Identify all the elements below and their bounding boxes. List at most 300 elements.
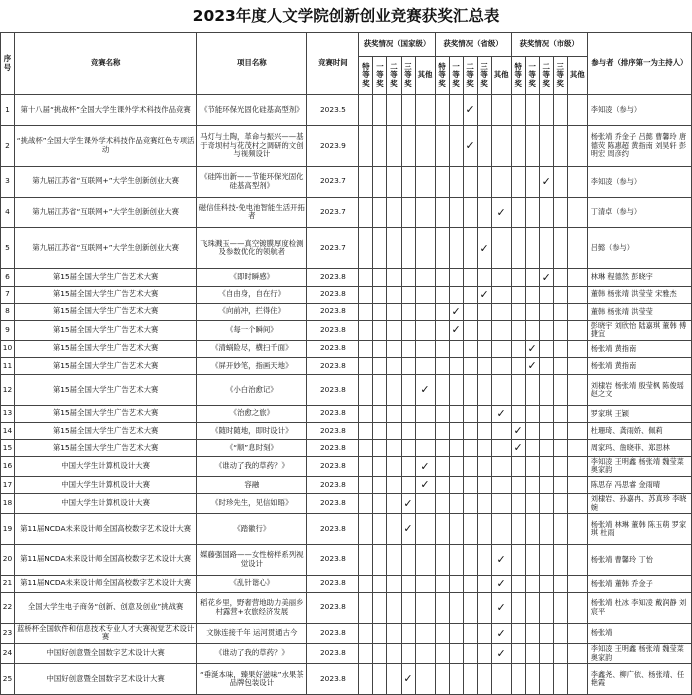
award-level-cell	[373, 592, 387, 623]
contest-time: 2023.8	[307, 476, 359, 493]
award-level-cell	[525, 228, 539, 269]
row-number: 9	[1, 320, 15, 340]
contest-time: 2023.8	[307, 644, 359, 664]
award-level-cell	[525, 166, 539, 197]
contest-name: 第15届全国大学生广告艺术大赛	[15, 439, 197, 456]
contest-time: 2023.7	[307, 197, 359, 228]
award-level-cell	[449, 405, 463, 422]
project-name: 《自由身，自在行》	[197, 286, 307, 303]
table-row	[1, 456, 692, 476]
table-row	[1, 514, 692, 545]
award-level-cell	[463, 303, 477, 320]
award-level-cell	[435, 575, 449, 592]
award-level-cell	[435, 269, 449, 286]
award-level-cell	[511, 166, 525, 197]
project-name: 媒藤强国路——女性榜样系列视觉设计	[197, 544, 307, 575]
award-level-cell	[401, 664, 415, 695]
award-level-cell	[477, 357, 491, 374]
award-level-cell	[435, 340, 449, 357]
award-level-cell	[525, 494, 539, 514]
project-name: 《硅阵出新——节能环保光固化硅基高型剂》	[197, 166, 307, 197]
award-level-cell	[387, 357, 401, 374]
award-level-cell	[525, 125, 539, 166]
header-no: 序号	[1, 33, 15, 95]
check-mark-icon: ✓	[496, 406, 506, 420]
award-level-cell	[553, 592, 567, 623]
award-level-cell	[449, 494, 463, 514]
header-city-level: 一等奖	[525, 57, 539, 95]
header-contest: 竞赛名称	[15, 33, 197, 95]
award-level-cell	[463, 320, 477, 340]
award-level-cell	[477, 166, 491, 197]
award-level-cell	[449, 592, 463, 623]
project-name: 马灯与土陶，革命与振兴——基于奇坝村与花茂村之调研的文创与视频设计	[197, 125, 307, 166]
participants: 刘棣岩、孙嘉冉、苏真珍 李晓婉	[587, 494, 691, 514]
award-level-cell	[401, 286, 415, 303]
award-level-cell	[387, 476, 401, 493]
award-level-cell	[373, 664, 387, 695]
award-level-cell	[511, 644, 525, 664]
award-level-cell	[539, 286, 553, 303]
award-level-cell	[373, 439, 387, 456]
award-level-cell	[415, 374, 435, 405]
award-level-cell	[491, 476, 511, 493]
header-time: 竞赛时间	[307, 33, 359, 95]
project-name: 《踏徽行》	[197, 514, 307, 545]
award-level-cell	[539, 405, 553, 422]
award-level-cell	[511, 439, 525, 456]
row-number: 19	[1, 514, 15, 545]
award-level-cell	[373, 303, 387, 320]
award-level-cell	[511, 320, 525, 340]
award-level-cell	[359, 439, 373, 456]
award-level-cell	[373, 320, 387, 340]
project-name: 《谁动了我的草药？》	[197, 644, 307, 664]
award-level-cell	[539, 125, 553, 166]
row-number: 14	[1, 422, 15, 439]
check-mark-icon: ✓	[496, 626, 506, 640]
award-level-cell	[449, 664, 463, 695]
contest-time: 2023.5	[307, 95, 359, 126]
award-level-cell	[387, 197, 401, 228]
award-level-cell	[567, 269, 587, 286]
award-level-cell	[387, 374, 401, 405]
award-level-cell	[511, 494, 525, 514]
contest-time: 2023.8	[307, 269, 359, 286]
project-name: 《随时随地，即时设计》	[197, 422, 307, 439]
award-level-cell	[415, 405, 435, 422]
award-level-cell	[539, 456, 553, 476]
award-level-cell	[359, 340, 373, 357]
check-mark-icon: ✓	[451, 323, 461, 337]
award-level-cell	[539, 494, 553, 514]
award-level-cell	[567, 95, 587, 126]
award-level-cell	[415, 228, 435, 269]
contest-time: 2023.8	[307, 422, 359, 439]
award-level-cell	[401, 405, 415, 422]
award-level-cell	[567, 340, 587, 357]
award-level-cell	[463, 476, 477, 493]
award-level-cell	[387, 125, 401, 166]
award-level-cell	[373, 286, 387, 303]
award-level-cell	[477, 664, 491, 695]
award-level-cell	[373, 125, 387, 166]
award-level-cell	[567, 644, 587, 664]
award-level-cell	[373, 476, 387, 493]
project-name: “垂涎本味，臻果好滋味”水果茶品牌包装设计	[197, 664, 307, 695]
award-level-cell	[539, 228, 553, 269]
row-number: 2	[1, 125, 15, 166]
award-level-cell	[435, 644, 449, 664]
award-level-cell	[463, 439, 477, 456]
award-level-cell	[415, 125, 435, 166]
award-level-cell	[491, 320, 511, 340]
check-mark-icon: ✓	[496, 205, 506, 219]
award-level-cell	[373, 197, 387, 228]
award-level-cell	[359, 575, 373, 592]
project-name: 《屏开妙笔，指画天地》	[197, 357, 307, 374]
table-row	[1, 644, 692, 664]
award-level-cell	[359, 644, 373, 664]
award-level-cell	[477, 514, 491, 545]
award-level-cell	[491, 644, 511, 664]
award-level-cell	[491, 439, 511, 456]
award-level-cell	[477, 592, 491, 623]
award-level-cell	[359, 95, 373, 126]
row-number: 23	[1, 623, 15, 644]
header-national: 获奖情况（国家级）	[359, 33, 435, 57]
check-mark-icon: ✓	[403, 672, 413, 686]
award-level-cell	[449, 340, 463, 357]
award-level-cell	[477, 228, 491, 269]
contest-name: 第15届全国大学生广告艺术大赛	[15, 303, 197, 320]
award-level-cell	[511, 228, 525, 269]
award-level-cell	[491, 514, 511, 545]
participants: 彭晓宇 刘欣怡 陆嘉琪 董韩 傅捷宜	[587, 320, 691, 340]
award-level-cell	[435, 456, 449, 476]
award-level-cell	[539, 269, 553, 286]
award-level-cell	[415, 422, 435, 439]
award-level-cell	[401, 340, 415, 357]
participants: 杨张靖 乔金子 吕懿 曹馨玲 唐德荧 陈惠超 黄指南 刘昊轩 彭明宏 周彦约	[587, 125, 691, 166]
participants: 李知凌 王明鑫 杨张靖 魏莹菜 奥家韵	[587, 644, 691, 664]
contest-name: 第15届全国大学生广告艺术大赛	[15, 357, 197, 374]
award-level-cell	[359, 664, 373, 695]
award-level-cell	[525, 374, 539, 405]
table-row	[1, 95, 692, 126]
award-level-cell	[463, 575, 477, 592]
award-level-cell	[449, 374, 463, 405]
award-level-cell	[359, 374, 373, 405]
award-level-cell	[449, 544, 463, 575]
check-mark-icon: ✓	[465, 139, 475, 153]
award-level-cell	[435, 166, 449, 197]
award-level-cell	[491, 592, 511, 623]
award-level-cell	[373, 575, 387, 592]
award-level-cell	[553, 269, 567, 286]
award-level-cell	[359, 197, 373, 228]
award-level-cell	[387, 340, 401, 357]
contest-name: 中国好创意暨全国数字艺术设计大赛	[15, 664, 197, 695]
award-level-cell	[435, 422, 449, 439]
award-level-cell	[525, 269, 539, 286]
check-mark-icon: ✓	[403, 522, 413, 536]
award-level-cell	[553, 340, 567, 357]
contest-time: 2023.8	[307, 664, 359, 695]
award-level-cell	[553, 623, 567, 644]
row-number: 16	[1, 456, 15, 476]
contest-name: 第九届江苏省“互联网+”大学生创新创业大赛	[15, 197, 197, 228]
check-mark-icon: ✓	[465, 103, 475, 117]
award-level-cell	[401, 422, 415, 439]
award-level-cell	[491, 664, 511, 695]
award-level-cell	[539, 95, 553, 126]
contest-name: 蓝桥杯全国软件和信息技术专业人才大赛视觉艺术设计赛	[15, 623, 197, 644]
award-level-cell	[567, 575, 587, 592]
award-level-cell	[463, 357, 477, 374]
project-name: 稻花乡里，野奢营地助力美丽乡村露营+农旅经济发展	[197, 592, 307, 623]
award-level-cell	[435, 439, 449, 456]
contest-name: 第11届NCDA未来设计师全国高校数字艺术设计大赛	[15, 575, 197, 592]
check-mark-icon: ✓	[527, 359, 537, 373]
project-name: 容融	[197, 476, 307, 493]
award-level-cell	[525, 422, 539, 439]
award-level-cell	[359, 405, 373, 422]
award-level-cell	[525, 197, 539, 228]
award-level-cell	[415, 166, 435, 197]
award-level-cell	[415, 544, 435, 575]
award-level-cell	[567, 664, 587, 695]
award-level-cell	[539, 644, 553, 664]
award-level-cell	[401, 125, 415, 166]
contest-name: 第十八届“挑战杯”全国大学生课外学术科技作品竞赛	[15, 95, 197, 126]
award-level-cell	[491, 95, 511, 126]
award-level-cell	[553, 439, 567, 456]
award-level-cell	[477, 374, 491, 405]
award-level-cell	[525, 514, 539, 545]
participants: 周家玛、詹晓菲、郑思林	[587, 439, 691, 456]
award-level-cell	[359, 166, 373, 197]
award-level-cell	[401, 456, 415, 476]
contest-time: 2023.8	[307, 514, 359, 545]
award-level-cell	[449, 514, 463, 545]
project-name: 《谁动了我的草药？》	[197, 456, 307, 476]
award-level-cell	[415, 494, 435, 514]
award-level-cell	[415, 623, 435, 644]
award-level-cell	[359, 592, 373, 623]
award-level-cell	[553, 197, 567, 228]
award-level-cell	[553, 575, 567, 592]
award-level-cell	[477, 95, 491, 126]
award-level-cell	[463, 374, 477, 405]
award-level-cell	[449, 476, 463, 493]
award-level-cell	[463, 340, 477, 357]
award-level-cell	[525, 623, 539, 644]
award-level-cell	[449, 357, 463, 374]
row-number: 3	[1, 166, 15, 197]
row-number: 20	[1, 544, 15, 575]
project-name: 《向前冲，拦得住》	[197, 303, 307, 320]
award-level-cell	[567, 494, 587, 514]
award-level-cell	[415, 575, 435, 592]
table-row	[1, 544, 692, 575]
project-name: 《节能环保光固化硅基高型剂》	[197, 95, 307, 126]
award-level-cell	[511, 405, 525, 422]
award-level-cell	[477, 494, 491, 514]
contest-time: 2023.8	[307, 494, 359, 514]
participants: 杨张靖 董韩 乔金子	[587, 575, 691, 592]
award-level-cell	[449, 286, 463, 303]
award-level-cell	[567, 422, 587, 439]
award-level-cell	[525, 439, 539, 456]
award-level-cell	[539, 374, 553, 405]
award-level-cell	[567, 125, 587, 166]
table-row	[1, 664, 692, 695]
participants: 李知凌（参与）	[587, 95, 691, 126]
award-level-cell	[401, 357, 415, 374]
row-number: 5	[1, 228, 15, 269]
award-level-cell	[359, 228, 373, 269]
award-level-cell	[449, 623, 463, 644]
row-number: 18	[1, 494, 15, 514]
award-level-cell	[511, 286, 525, 303]
award-level-cell	[373, 166, 387, 197]
award-level-cell	[539, 303, 553, 320]
award-level-cell	[539, 422, 553, 439]
award-level-cell	[359, 269, 373, 286]
award-level-cell	[567, 197, 587, 228]
participants: 杨张靖 黄指南	[587, 357, 691, 374]
award-level-cell	[477, 544, 491, 575]
contest-time: 2023.8	[307, 303, 359, 320]
project-name: 《即时瞬感》	[197, 269, 307, 286]
award-level-cell	[525, 405, 539, 422]
award-level-cell	[567, 592, 587, 623]
award-level-cell	[373, 456, 387, 476]
row-number: 1	[1, 95, 15, 126]
header-national-level: 一等奖	[373, 57, 387, 95]
contest-name: “挑战杯”全国大学生课外学术科技作品竞赛红色专项活动	[15, 125, 197, 166]
award-level-cell	[553, 303, 567, 320]
award-level-cell	[463, 494, 477, 514]
award-level-cell	[415, 286, 435, 303]
contest-time: 2023.8	[307, 456, 359, 476]
header-city: 获奖情况（市级）	[511, 33, 587, 57]
page-title: 2023年度人文学院创新创业竞赛获奖汇总表	[192, 7, 500, 25]
award-level-cell	[401, 494, 415, 514]
award-level-cell	[415, 664, 435, 695]
award-level-cell	[359, 320, 373, 340]
header-provincial-level: 特等奖	[435, 57, 449, 95]
contest-name: 第九届江苏省“互联网+”大学生创新创业大赛	[15, 166, 197, 197]
award-level-cell	[491, 575, 511, 592]
table-row	[1, 303, 692, 320]
award-level-cell	[525, 592, 539, 623]
award-level-cell	[415, 95, 435, 126]
award-level-cell	[387, 303, 401, 320]
table-row	[1, 340, 692, 357]
award-level-cell	[463, 405, 477, 422]
award-level-cell	[387, 166, 401, 197]
contest-name: 中国大学生计算机设计大赛	[15, 456, 197, 476]
award-level-cell	[401, 644, 415, 664]
award-level-cell	[387, 320, 401, 340]
check-mark-icon: ✓	[513, 441, 523, 455]
contest-name: 第11届NCDA未来设计师全国高校数字艺术设计大赛	[15, 514, 197, 545]
participants: 杜珊琦、龚雨娇、佩莉	[587, 422, 691, 439]
award-level-cell	[449, 95, 463, 126]
award-level-cell	[539, 320, 553, 340]
award-level-cell	[511, 125, 525, 166]
header-provincial-level: 其他	[491, 57, 511, 95]
check-mark-icon: ✓	[496, 600, 506, 614]
award-level-cell	[373, 228, 387, 269]
award-level-cell	[567, 514, 587, 545]
header-provincial-level: 二等奖	[463, 57, 477, 95]
award-level-cell	[539, 623, 553, 644]
award-level-cell	[401, 514, 415, 545]
award-level-cell	[477, 422, 491, 439]
row-number: 21	[1, 575, 15, 592]
check-mark-icon: ✓	[420, 478, 430, 492]
table-row	[1, 422, 692, 439]
award-level-cell	[511, 514, 525, 545]
award-level-cell	[435, 125, 449, 166]
table-row	[1, 623, 692, 644]
header-provincial-level: 一等奖	[449, 57, 463, 95]
award-level-cell	[435, 286, 449, 303]
award-level-cell	[525, 95, 539, 126]
header-participants: 参与者（排序第一为主持人）	[587, 33, 691, 95]
award-level-cell	[359, 514, 373, 545]
header-project: 项目名称	[197, 33, 307, 95]
award-level-cell	[525, 476, 539, 493]
award-level-cell	[435, 544, 449, 575]
award-level-cell	[553, 494, 567, 514]
award-level-cell	[539, 664, 553, 695]
award-level-cell	[525, 544, 539, 575]
award-level-cell	[435, 514, 449, 545]
award-level-cell	[415, 439, 435, 456]
award-level-cell	[449, 644, 463, 664]
award-level-cell	[401, 269, 415, 286]
award-level-cell	[449, 303, 463, 320]
award-table	[0, 32, 692, 695]
table-row	[1, 197, 692, 228]
award-level-cell	[477, 575, 491, 592]
award-level-cell	[387, 456, 401, 476]
header-city-level: 三等奖	[553, 57, 567, 95]
award-level-cell	[415, 476, 435, 493]
row-number: 22	[1, 592, 15, 623]
award-level-cell	[463, 664, 477, 695]
award-level-cell	[449, 320, 463, 340]
award-level-cell	[463, 269, 477, 286]
participants: 杨张靖 曹馨玲 丁怡	[587, 544, 691, 575]
award-level-cell	[435, 476, 449, 493]
award-level-cell	[553, 476, 567, 493]
header-city-level: 二等奖	[539, 57, 553, 95]
award-level-cell	[511, 664, 525, 695]
award-level-cell	[491, 405, 511, 422]
award-level-cell	[415, 456, 435, 476]
contest-name: 中国好创意暨全国数字艺术设计大赛	[15, 644, 197, 664]
table-row	[1, 286, 692, 303]
award-level-cell	[491, 303, 511, 320]
award-level-cell	[359, 476, 373, 493]
award-level-cell	[567, 166, 587, 197]
contest-name: 第15届全国大学生广告艺术大赛	[15, 320, 197, 340]
